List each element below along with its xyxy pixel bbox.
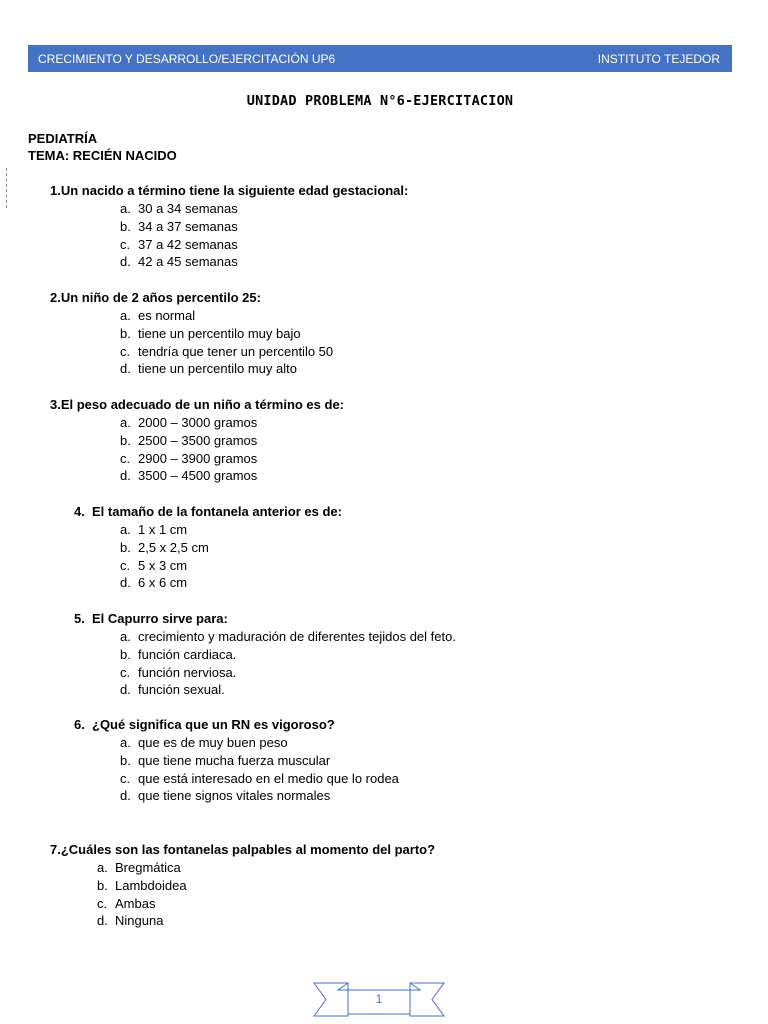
question-text: Un niño de 2 años percentilo 25:	[60, 290, 261, 305]
option-item	[120, 307, 333, 325]
option-letter: b.	[120, 432, 131, 448]
option-text: tendría que tener un percentilo 50	[138, 343, 334, 359]
option-text: 3500 – 4500 gramos	[138, 468, 258, 484]
option-list	[120, 414, 344, 485]
option-text: que está interesado en el medio que lo rodea	[138, 770, 399, 786]
option-text: Ambas	[115, 895, 156, 911]
header-institute: INSTITUTO TEJEDOR	[597, 51, 720, 66]
question-3	[50, 396, 344, 485]
option-letter: a.	[120, 308, 131, 323]
option-text: tiene un percentilo muy alto	[138, 361, 297, 377]
page-footer	[312, 980, 446, 1020]
option-letter: d.	[97, 913, 108, 929]
question-text: ¿Cuáles son las fontanelas palpables al momento del parto?	[60, 842, 436, 857]
question-5	[74, 610, 456, 699]
option-text: 2,5 x 2,5 cm	[138, 539, 209, 555]
option-text: 5 x 3 cm	[138, 557, 188, 573]
option-item	[120, 200, 408, 218]
subject-block	[28, 130, 177, 164]
option-list	[120, 307, 333, 378]
option-text: 2900 – 3900 gramos	[138, 450, 258, 466]
option-letter: c.	[120, 557, 131, 573]
option-item	[120, 360, 333, 378]
question-2	[50, 289, 333, 378]
option-letter: c.	[120, 450, 131, 466]
option-letter: b.	[97, 877, 108, 893]
option-item	[120, 574, 342, 592]
question-7	[50, 841, 435, 930]
question-number: 5.	[74, 611, 85, 626]
option-letter: a.	[120, 415, 131, 430]
question-1	[50, 182, 408, 271]
topic-label: TEMA: RECIÉN NACIDO	[28, 148, 177, 163]
option-item	[120, 253, 408, 271]
option-text: crecimiento y maduración de diferentes tejidos del feto.	[138, 629, 456, 644]
option-letter: a.	[97, 860, 108, 875]
option-list	[120, 734, 399, 805]
question-4	[74, 503, 342, 592]
option-letter: a.	[120, 201, 131, 216]
option-item	[120, 236, 408, 254]
question-number: 7.	[50, 842, 61, 857]
option-text: que tiene mucha fuerza muscular	[138, 752, 331, 768]
page-number: 1	[375, 992, 383, 1006]
option-item	[120, 325, 333, 343]
option-item	[120, 628, 456, 646]
option-text: que es de muy buen peso	[138, 735, 288, 750]
option-letter: c.	[120, 664, 131, 680]
option-text: Ninguna	[115, 913, 164, 929]
option-item	[120, 734, 399, 752]
option-item	[120, 414, 344, 432]
option-text: función sexual.	[138, 682, 225, 698]
option-list	[120, 200, 408, 271]
option-letter: a.	[120, 629, 131, 644]
option-item	[120, 432, 344, 450]
option-item	[120, 787, 399, 805]
option-letter: d.	[120, 468, 131, 484]
option-text: 37 a 42 semanas	[138, 236, 238, 252]
option-text: Bregmática	[115, 860, 181, 875]
header-course: CRECIMIENTO Y DESARROLLO/EJERCITACIÓN UP6	[38, 51, 336, 66]
question-text: El Capurro sirve para:	[92, 611, 228, 626]
option-letter: d.	[120, 682, 131, 698]
option-letter: d.	[120, 575, 131, 591]
option-letter: b.	[120, 539, 131, 555]
option-text: que tiene signos vitales normales	[138, 788, 331, 804]
document-header	[28, 45, 732, 72]
option-item	[120, 557, 342, 575]
option-item	[97, 877, 435, 895]
option-item	[120, 450, 344, 468]
option-text: 34 a 37 semanas	[138, 218, 238, 234]
option-item	[120, 664, 456, 682]
question-number: 6.	[74, 717, 85, 732]
option-text: 30 a 34 semanas	[138, 201, 238, 216]
option-item	[120, 770, 399, 788]
question-text: El peso adecuado de un niño a término es de:	[60, 397, 345, 412]
option-letter: c.	[120, 343, 131, 359]
option-text: 6 x 6 cm	[138, 575, 188, 591]
option-text: es normal	[138, 308, 196, 323]
option-item	[120, 539, 342, 557]
document-title: UNIDAD PROBLEMA N°6-EJERCITACION	[246, 93, 514, 109]
option-letter: d.	[120, 254, 131, 270]
option-item	[120, 752, 399, 770]
option-item	[120, 218, 408, 236]
option-letter: d.	[120, 361, 131, 377]
option-text: función nerviosa.	[138, 664, 237, 680]
option-item	[97, 859, 435, 877]
option-text: 2500 – 3500 gramos	[138, 432, 258, 448]
option-list	[120, 521, 342, 592]
subject-label: PEDIATRÍA	[28, 131, 98, 146]
option-letter: b.	[120, 752, 131, 768]
option-item	[120, 646, 456, 664]
option-text: 42 a 45 semanas	[138, 254, 238, 270]
question-6	[74, 716, 399, 805]
option-letter: b.	[120, 646, 131, 662]
question-number: 1.	[50, 183, 61, 198]
option-text: 2000 – 3000 gramos	[138, 415, 258, 430]
option-item	[120, 343, 333, 361]
option-item	[120, 521, 342, 539]
margin-marker	[6, 168, 7, 208]
question-number: 2.	[50, 290, 61, 305]
question-text: El tamaño de la fontanela anterior es de:	[92, 504, 342, 519]
option-text: tiene un percentilo muy bajo	[138, 325, 301, 341]
option-item	[97, 895, 435, 913]
option-letter: c.	[120, 236, 131, 252]
question-text: Un nacido a término tiene la siguiente edad gestacional:	[60, 183, 409, 198]
option-item	[97, 912, 435, 930]
option-item	[120, 467, 344, 485]
question-text: ¿Qué significa que un RN es vigoroso?	[92, 717, 335, 732]
option-list	[97, 859, 435, 930]
option-letter: c.	[120, 770, 131, 786]
option-letter: c.	[97, 895, 108, 911]
option-letter: d.	[120, 788, 131, 804]
option-letter: a.	[120, 735, 131, 750]
option-letter: a.	[120, 522, 131, 537]
option-text: función cardiaca.	[138, 646, 237, 662]
option-text: 1 x 1 cm	[138, 522, 188, 537]
option-letter: b.	[120, 218, 131, 234]
option-letter: b.	[120, 325, 131, 341]
question-number: 3.	[50, 397, 61, 412]
option-text: Lambdoidea	[115, 877, 187, 893]
option-list	[120, 628, 456, 699]
question-number: 4.	[74, 504, 85, 519]
option-item	[120, 681, 456, 699]
